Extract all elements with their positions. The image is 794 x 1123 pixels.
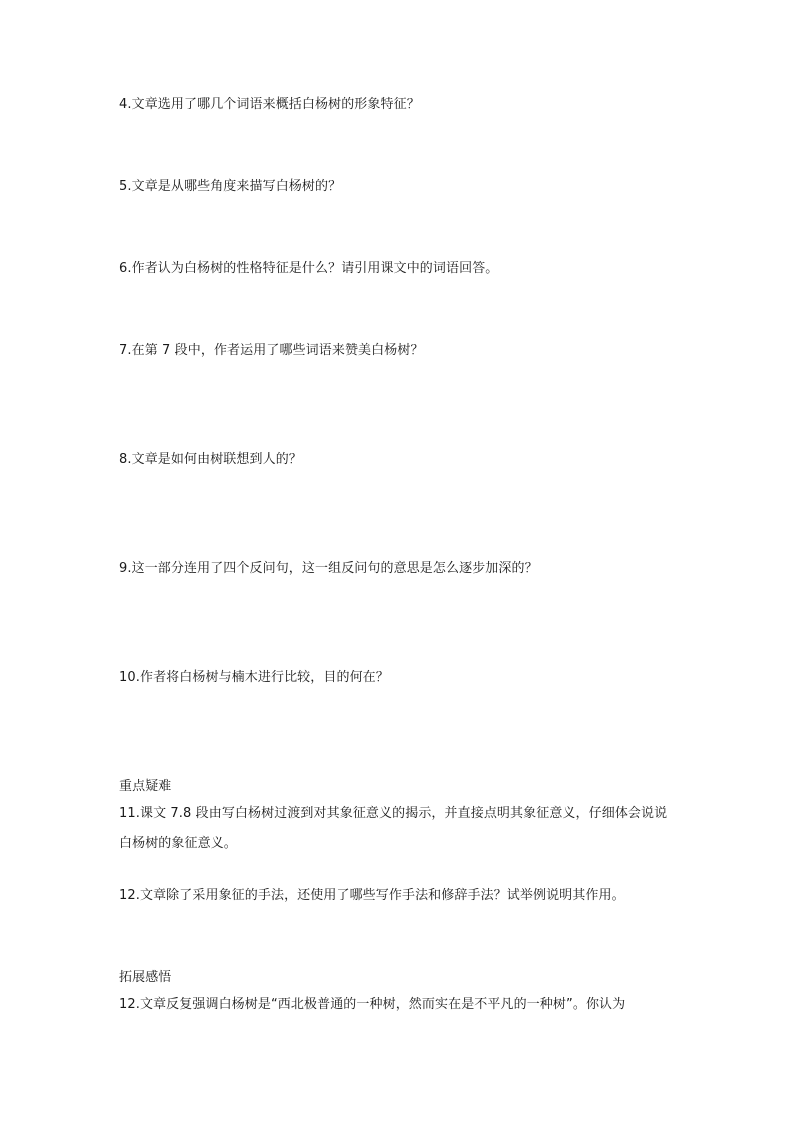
question-10: 10.作者将白杨树与楠木进行比较，目的何在？ — [119, 670, 389, 685]
question-4: 4.文章选用了哪几个词语来概括白杨树的形象特征？ — [119, 97, 420, 112]
section-heading-extension: 拓展感悟 — [119, 970, 172, 985]
question-9: 9.这一部分连用了四个反问句，这一组反问句的意思是怎么逐步加深的？ — [119, 561, 538, 576]
question-7: 7.在第 7 段中，作者运用了哪些词语来赞美白杨树？ — [119, 343, 424, 358]
question-12-extension: 12.文章反复强调白杨树是“西北极普通的一种树，然而实在是不平凡的一种树”。你认为 — [119, 997, 626, 1012]
section-heading-key-difficulties: 重点疑难 — [119, 779, 172, 794]
question-5: 5.文章是从哪些角度来描写白杨树的？ — [119, 179, 342, 194]
question-11: 11.课文 7.8 段由写白杨树过渡到对其象征意义的揭示，并直接点明其象征意义，仔细体会说说白杨树的象征意义。 — [119, 806, 668, 851]
question-6: 6.作者认为白杨树的性格特征是什么？请引用课文中的词语回答。 — [119, 261, 499, 276]
question-8: 8.文章是如何由树联想到人的？ — [119, 452, 302, 467]
question-12: 12.文章除了采用象征的手法，还使用了哪些写作手法和修辞手法？试举例说明其作用。 — [119, 888, 625, 903]
